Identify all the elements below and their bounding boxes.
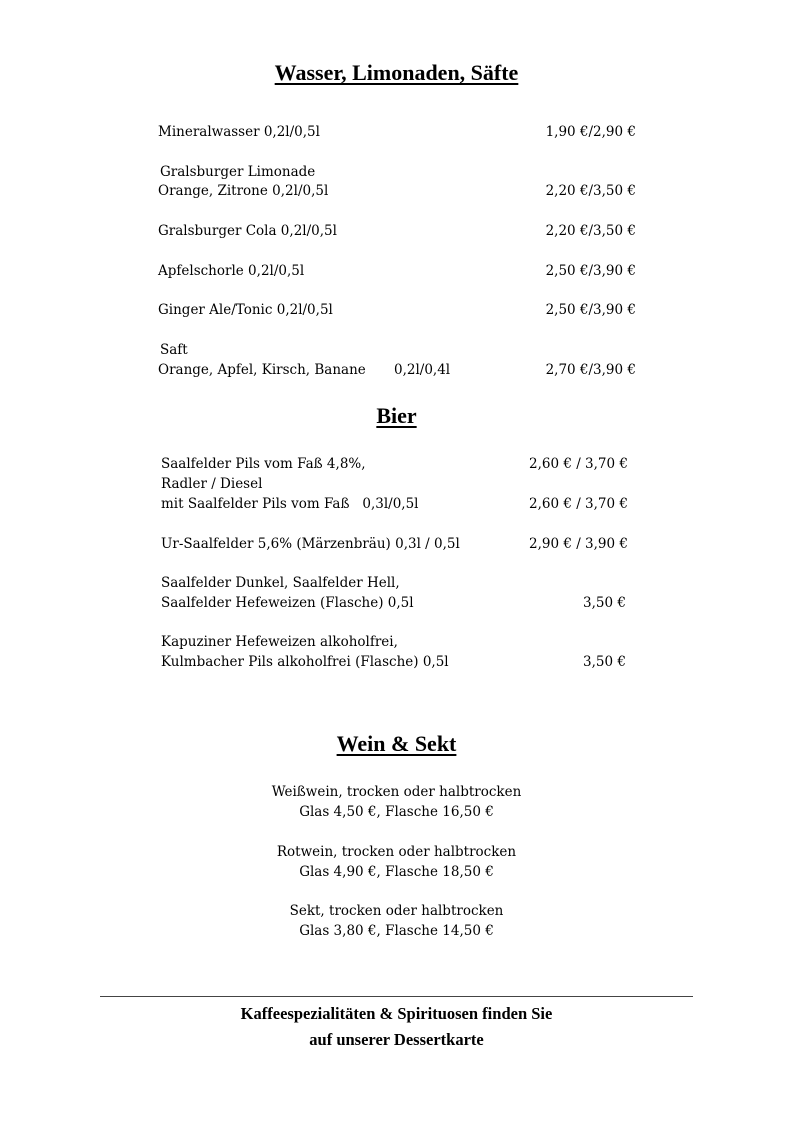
item-price-ginger-ale: 2,50 €/3,90 € [545,302,636,318]
item-price-ur-saalfelder: 2,90 € / 3,90 € [528,536,628,552]
footer-line-2: auf unserer Dessertkarte [309,1030,484,1049]
item-price-saft: 2,70 €/3,90 € [545,362,636,378]
item-detail-kulmbacher: Kulmbacher Pils alkoholfrei (Flasche) 0,5l [161,654,449,670]
item-detail-limonade: Orange, Zitrone 0,2l/0,5l [158,183,329,199]
item-name-ur-saalfelder: Ur-Saalfelder 5,6% (Märzenbräu) 0,3l / 0,5l [161,536,460,552]
item-name-mineralwasser: Mineralwasser 0,2l/0,5l [158,124,320,140]
footer-line-1: Kaffeespezialitäten & Spirituosen finden Sie [240,1004,553,1023]
item-name-ginger-ale: Ginger Ale/Tonic 0,2l/0,5l [158,302,333,318]
item-price-limonade: 2,20 €/3,50 € [545,183,636,199]
item-detail-saft: Orange, Apfel, Kirsch, Banane [158,362,366,378]
item-price-pils: 2,60 € / 3,70 € [528,456,628,472]
section-title-water: Wasser, Limonaden, Säfte [274,60,519,85]
footer-divider [100,996,693,997]
item-name-kapuziner: Kapuziner Hefeweizen alkoholfrei, [161,634,398,650]
item-price-kulmbacher: 3,50 € [583,654,626,670]
item-detail-radler: mit Saalfelder Pils vom Faß 0,3l/0,5l [161,496,419,512]
item-price-apfelschorle: 2,50 €/3,90 € [545,263,636,279]
section-title-wine: Wein & Sekt [336,731,457,756]
item-price-rotwein: Glas 4,90 €, Flasche 18,50 € [299,864,494,880]
item-price-mineralwasser: 1,90 €/2,90 € [545,124,636,140]
item-name-weisswein: Weißwein, trocken oder halbtrocken [271,784,522,800]
item-name-limonade: Gralsburger Limonade [160,164,316,180]
item-price-weisswein: Glas 4,50 €, Flasche 16,50 € [299,804,494,820]
item-name-rotwein: Rotwein, trocken oder halbtrocken [276,844,517,860]
item-size-saft: 0,2l/0,4l [394,362,451,378]
item-name-saft: Saft [160,342,188,358]
item-name-radler: Radler / Diesel [161,476,263,492]
item-price-cola: 2,20 €/3,50 € [545,223,636,239]
item-price-sekt: Glas 3,80 €, Flasche 14,50 € [299,923,494,939]
section-title-beer: Bier [376,403,417,428]
item-name-pils: Saalfelder Pils vom Faß 4,8%, [161,456,366,472]
item-detail-hefeweizen: Saalfelder Hefeweizen (Flasche) 0,5l [161,595,414,611]
item-name-sekt: Sekt, trocken oder halbtrocken [289,903,504,919]
item-name-cola: Gralsburger Cola 0,2l/0,5l [158,223,337,239]
item-price-hefeweizen: 3,50 € [583,595,626,611]
item-name-apfelschorle: Apfelschorle 0,2l/0,5l [158,263,305,279]
item-price-radler: 2,60 € / 3,70 € [528,496,628,512]
item-name-dunkel-hell: Saalfelder Dunkel, Saalfelder Hell, [161,575,400,591]
